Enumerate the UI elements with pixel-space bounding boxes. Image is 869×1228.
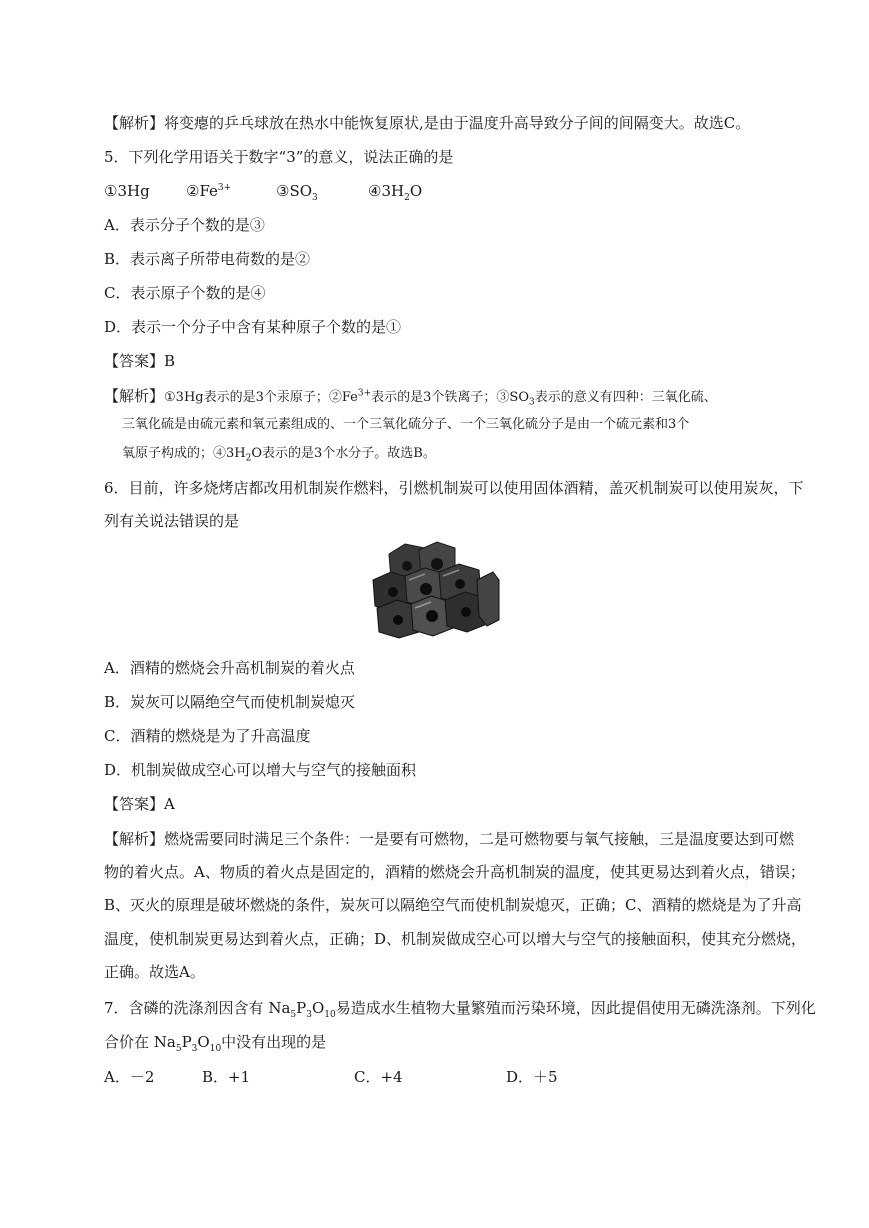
q6-stem-line-2: 列有关说法错误的是 [104, 512, 240, 530]
q7-option-a: A．－2 [104, 1068, 155, 1086]
q6-stem-line-1: 6．目前，许多烧烤店都改用机制炭作燃料，引燃机制炭可以使用固体酒精，盖灭机制炭可以使用炭灰，下 [104, 479, 804, 497]
q6-answer [104, 794, 175, 814]
answer-value: B [164, 352, 176, 370]
q7-options [104, 1067, 558, 1087]
q5-analysis-line-3: 氧原子构成的；$④3H_2O$表示的是3个水分子。故选B。 [122, 446, 436, 464]
symbol-3: $③SO_3$ [276, 182, 318, 203]
q5-analysis-line-2: 三氧化硫是由硫元素和氧元素组成的、一个三氧化硫分子、一个三氧化硫分子是由一个硫元素和3个 [122, 417, 690, 432]
q6-analysis-line-4: 温度，使机制炭更易达到着火点，正确；D、机制炭做成空心可以增大与空气的接触面积，使其充分燃烧， [104, 930, 807, 948]
q6-option-c: C．酒精的燃烧是为了升高温度 [104, 727, 311, 745]
analysis-tag: 【解析】 [104, 114, 165, 132]
q5-answer [104, 351, 175, 371]
q5-option-b: B．表示离子所带电荷数的是② [104, 250, 311, 268]
answer-value: A [164, 795, 175, 813]
symbol-1: ①3Hg [104, 182, 150, 200]
analysis-text: 将变瘪的乒乓球放在热水中能恢复原状,是由于温度升高导致分子间的间隔变大。故选C。 [164, 114, 751, 132]
q7-option-c: C．+4 [354, 1068, 403, 1086]
charcoal-briquettes-image [369, 540, 501, 640]
q6-option-b: B．炭灰可以隔绝空气而使机制炭熄灭 [104, 693, 356, 711]
q5-symbols [104, 181, 422, 201]
q5-option-d: D．表示一个分子中含有某种原子个数的是① [104, 318, 402, 336]
q7-option-b: B．+1 [202, 1068, 251, 1086]
q6-analysis-line-5: 正确。故选A。 [104, 963, 205, 981]
q7-stem-line-1: 7．含磷的洗涤剂因含有 $Na_5P_3O_{10}$易造成水生植物大量繁殖而污染环境，因此提倡使用无磷洗涤剂。下列化 [104, 999, 816, 1020]
q5-option-c: C．表示原子个数的是④ [104, 284, 266, 302]
q5-analysis-line-1: 【解析】①3Hg表示的是3个汞原子；$②Fe^{3+}$表示的是3个铁离子；$③SO_3$表示的意义有四种：三氧化硫、 [104, 387, 717, 408]
q6-option-a: A．酒精的燃烧会升高机制炭的着火点 [104, 659, 355, 677]
q6-analysis-line-2: 物的着火点。A、物质的着火点是固定的，酒精的燃烧会升高机制炭的温度，使其更易达到着火点，错误； [104, 863, 805, 881]
q7-option-d: D．＋5 [506, 1068, 558, 1086]
symbol-2: $②Fe^{3+}$ [186, 182, 232, 200]
analysis-tag: 【解析】 [104, 830, 165, 848]
answer-tag: 【答案】 [104, 352, 165, 370]
answer-tag: 【答案】 [104, 795, 165, 813]
q5-stem: 5．下列化学用语关于数字“3”的意义，说法正确的是 [104, 148, 454, 166]
q4-analysis [104, 113, 750, 133]
analysis-tag: 【解析】 [104, 387, 165, 405]
symbol-4: $④3H_2O$ [368, 182, 423, 203]
q5-option-a: A．表示分子个数的是③ [104, 216, 265, 234]
q6-analysis-line-3: B、灭火的原理是破坏燃烧的条件，炭灰可以隔绝空气而使机制炭熄灭，正确；C、酒精的燃烧是为了升高 [104, 896, 802, 914]
q6-analysis-line-1: 【解析】燃烧需要同时满足三个条件：一是要有可燃物，二是可燃物要与氧气接触，三是温度要达到可燃 [104, 830, 795, 848]
q6-option-d: D．机制炭做成空心可以增大与空气的接触面积 [104, 761, 417, 779]
q7-stem-line-2: 合价在 $Na_5P_3O_{10}$中没有出现的是 [104, 1033, 327, 1054]
